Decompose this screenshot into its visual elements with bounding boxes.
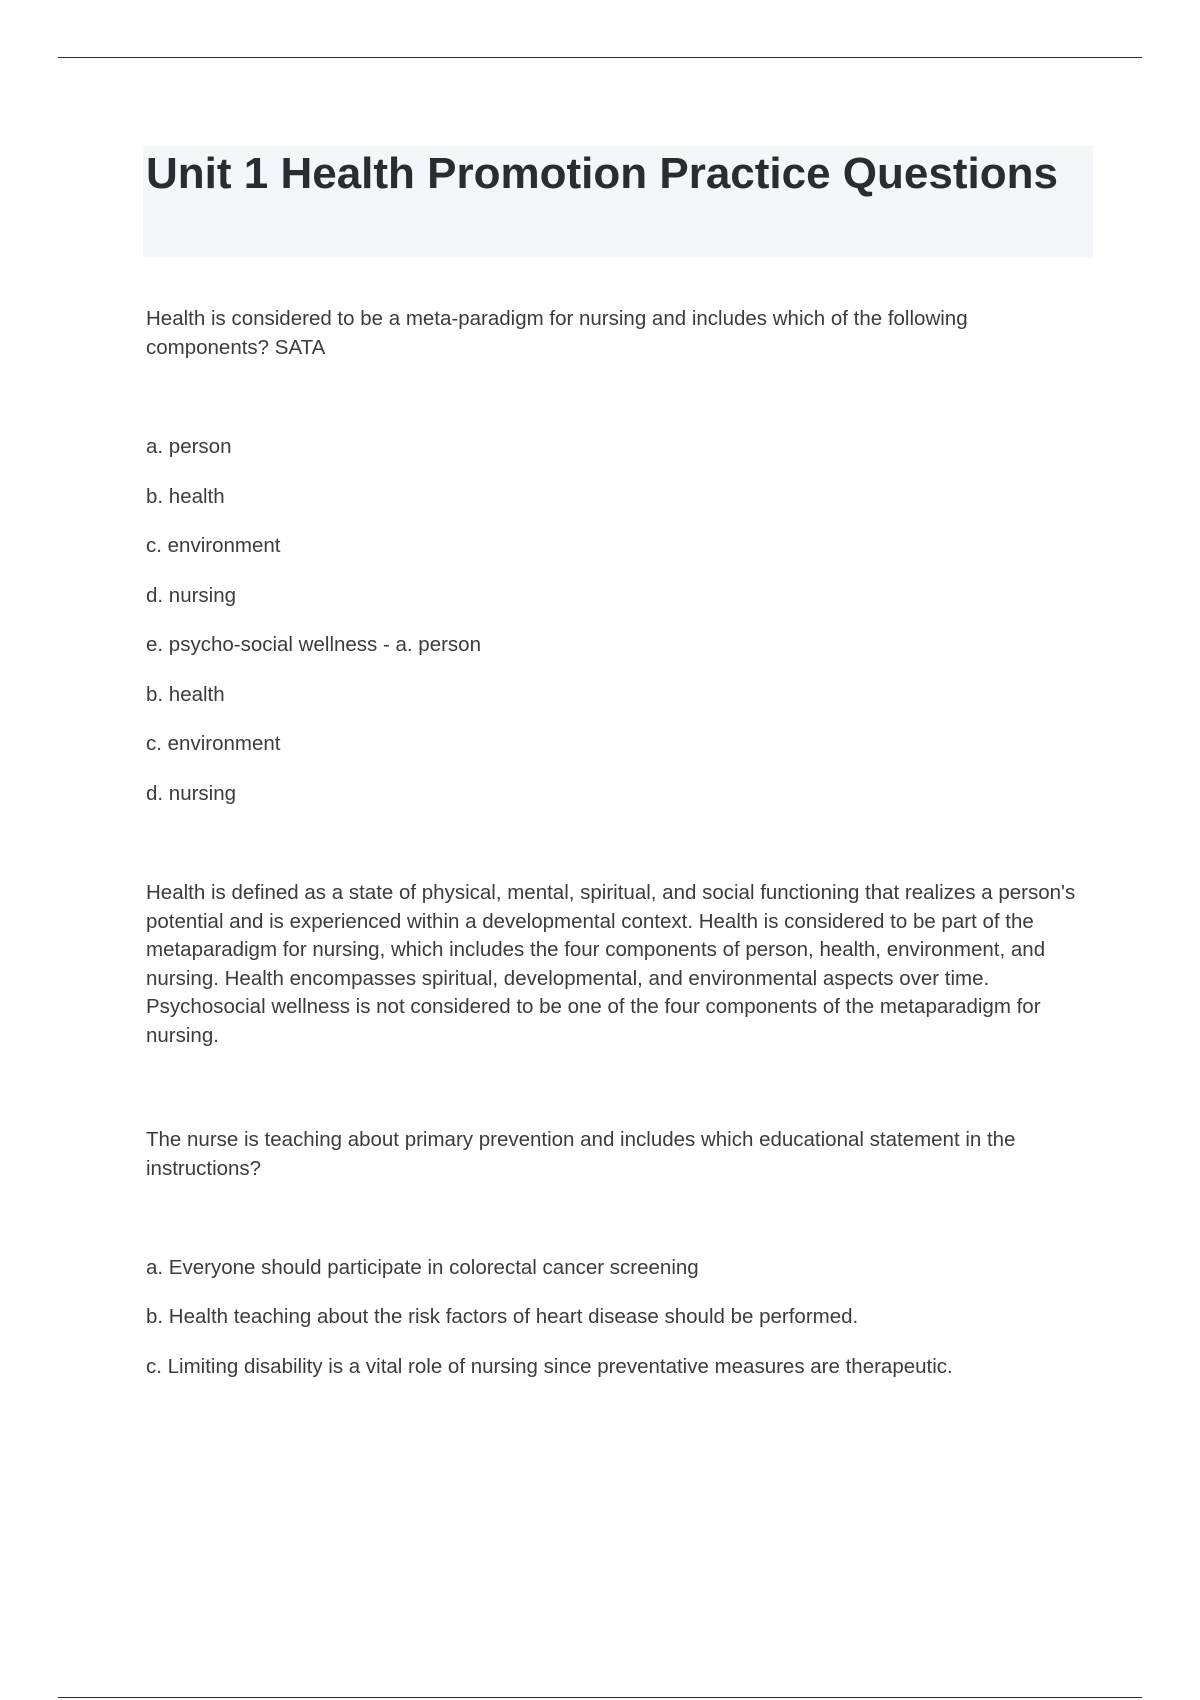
q2-option: c. Limiting disability is a vital role of nursing since preventative measures are therapeutic.	[146, 1355, 953, 1378]
bottom-rule	[58, 1697, 1142, 1698]
question-1: Health is considered to be a meta-paradigm for nursing and includes which of the following components? SATA	[146, 307, 968, 359]
top-rule	[58, 57, 1142, 58]
q1-option: b. health	[146, 485, 225, 508]
q1-option: d. nursing	[146, 584, 237, 607]
q2-option: a. Everyone should participate in colorectal cancer screening	[146, 1256, 699, 1279]
q1-option: a. person	[146, 435, 232, 458]
answer-rationale: Health is defined as a state of physical, mental, spiritual, and social functioning that realizes a person's potential and is experienced within a developmental context. Health is considered to be part of the metaparadigm for nursing, which includes the four components of person, health, environment, and nursing. Health encompasses spiritual, developmental, and environmental aspects over time. Psychosocial wellness is not considered to be one of the four components of the metaparadigm for nursing.	[146, 881, 1076, 1047]
q1-option: d. nursing	[146, 782, 237, 805]
q2-option: b. Health teaching about the risk factors of heart disease should be performed.	[146, 1305, 859, 1328]
q1-option: e. psycho-social wellness - a. person	[146, 633, 481, 656]
q1-option: c. environment	[146, 534, 281, 557]
q1-option: c. environment	[146, 732, 281, 755]
q1-option: b. health	[146, 683, 225, 706]
page-title: Unit 1 Health Promotion Practice Questions	[146, 149, 1058, 198]
question-2: The nurse is teaching about primary prevention and includes which educational statement in the instructions?	[146, 1128, 1016, 1180]
